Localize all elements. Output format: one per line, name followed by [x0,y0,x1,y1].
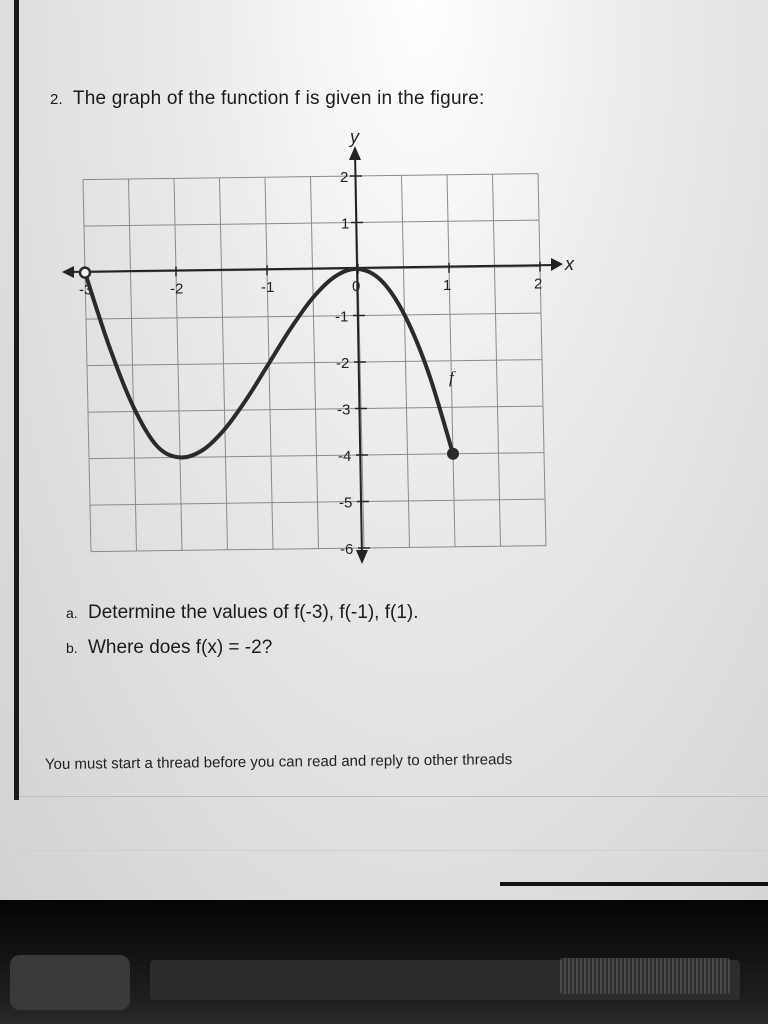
x-tick-label: 0 [352,278,361,295]
y-tick-label: 1 [341,215,350,233]
y-axis-line [355,150,362,558]
x-tick-label: -3 [79,281,93,299]
y-tick-label: -3 [337,401,351,419]
x-tick-label: -2 [170,280,184,298]
part-a [66,602,419,624]
thread-notice: You must start a thread before you can read and reply to other threads [44,751,513,773]
y-tick-label: -5 [339,494,353,512]
x-tick-label: 2 [534,275,543,293]
x-axis-label: x [565,254,574,274]
function-f-curve [85,269,453,458]
y-tick-label: 2 [340,169,349,186]
x-tick-label: 1 [443,276,452,294]
divider [20,850,768,851]
bezel-control [10,955,130,1010]
question-text: The graph of the function f is given in the figure: [72,88,485,109]
open-endpoint [80,268,90,278]
x-axis-left-arrow [62,266,74,278]
part-b [66,637,272,659]
part-a-letter: a. [66,605,78,621]
divider [20,796,768,797]
scroll-indicator[interactable] [500,882,768,886]
part-b-text: Where does f(x) = -2? [88,637,273,658]
closed-endpoint [447,448,459,460]
y-tick-label: -1 [335,308,349,326]
y-axis-bottom-arrow [356,550,368,564]
graph-axes [62,127,575,564]
y-axis-label: y [350,127,359,147]
part-a-text: Determine the values of f(-3), f(-1), f(1). [88,602,419,623]
x-tick-label: -1 [261,279,275,297]
y-tick-label: -6 [340,541,354,558]
part-b-letter: b. [66,640,78,656]
y-tick-label: -4 [338,448,352,465]
x-axis-right-arrow [551,258,563,271]
function-label: f [449,368,454,387]
y-axis-top-arrow [349,146,361,160]
speaker-grille [560,958,730,994]
question-number: 2. [50,91,63,108]
y-tick-label: -2 [336,355,350,372]
graph-grid [83,174,546,552]
